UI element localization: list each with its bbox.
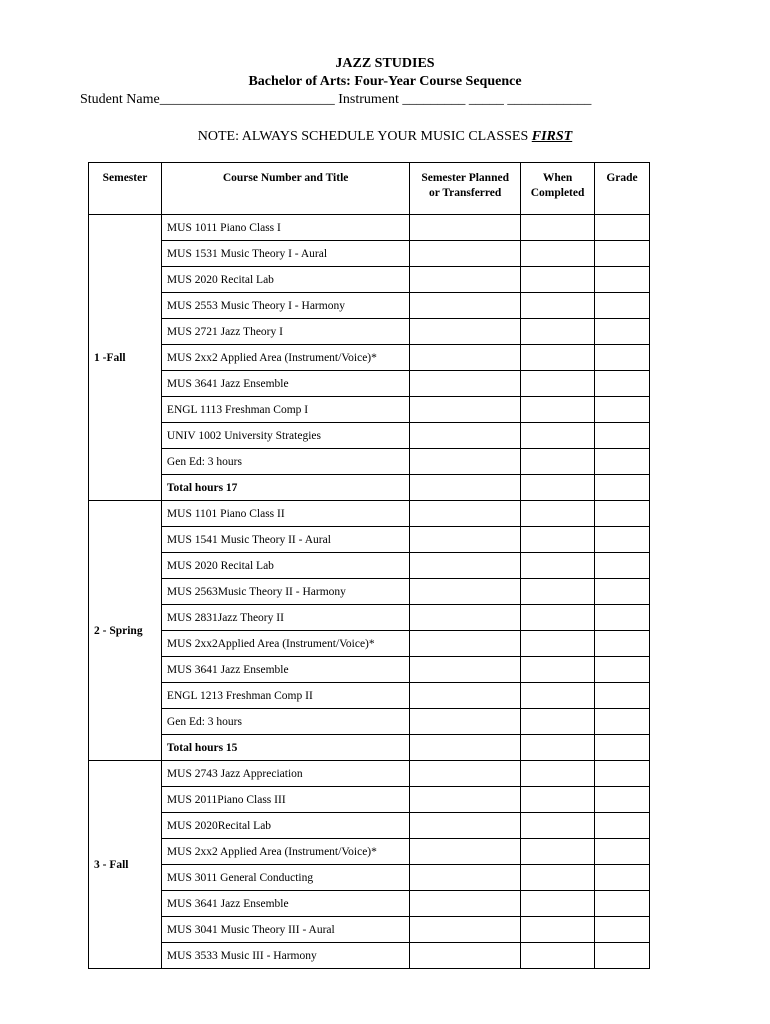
course-cell: MUS 2020 Recital Lab (161, 553, 409, 579)
table-row (89, 527, 650, 553)
when-completed-cell[interactable] (521, 267, 595, 293)
when-completed-cell[interactable] (521, 345, 595, 371)
grade-cell[interactable] (595, 709, 650, 735)
course-sequence-table (88, 162, 650, 969)
grade-cell[interactable] (595, 787, 650, 813)
grade-cell[interactable] (595, 397, 650, 423)
table-row (89, 813, 650, 839)
planned-cell[interactable] (410, 423, 521, 449)
course-cell: MUS 1011 Piano Class I (161, 215, 409, 241)
when-completed-cell[interactable] (521, 241, 595, 267)
course-cell: Gen Ed: 3 hours (161, 709, 409, 735)
when-completed-cell[interactable] (521, 891, 595, 917)
when-completed-cell[interactable] (521, 813, 595, 839)
semester-label: 3 - Fall (94, 858, 129, 871)
course-cell: MUS 2563Music Theory II - Harmony (161, 579, 409, 605)
semester-cell (89, 501, 162, 761)
semester-label: 1 -Fall (94, 351, 126, 364)
grade-cell[interactable] (595, 267, 650, 293)
grade-cell[interactable] (595, 475, 650, 501)
grade-cell[interactable] (595, 215, 650, 241)
planned-cell[interactable] (410, 631, 521, 657)
planned-cell[interactable] (410, 917, 521, 943)
planned-cell[interactable] (410, 527, 521, 553)
grade-cell[interactable] (595, 527, 650, 553)
table-row (89, 891, 650, 917)
grade-cell[interactable] (595, 449, 650, 475)
grade-cell[interactable] (595, 501, 650, 527)
table-row (89, 475, 650, 501)
grade-cell[interactable] (595, 319, 650, 345)
course-cell: MUS 3641 Jazz Ensemble (161, 371, 409, 397)
semester-cell (89, 761, 162, 969)
when-completed-cell[interactable] (521, 579, 595, 605)
course-cell: MUS 2020 Recital Lab (161, 267, 409, 293)
planned-cell[interactable] (410, 865, 521, 891)
planned-cell[interactable] (410, 657, 521, 683)
table-row (89, 657, 650, 683)
table-row (89, 423, 650, 449)
planned-cell[interactable] (410, 683, 521, 709)
course-cell: ENGL 1213 Freshman Comp II (161, 683, 409, 709)
header-grade: Grade (595, 163, 650, 215)
course-cell: MUS 2xx2 Applied Area (Instrument/Voice)* (161, 345, 409, 371)
when-completed-cell[interactable] (521, 527, 595, 553)
table-row (89, 449, 650, 475)
when-completed-cell[interactable] (521, 501, 595, 527)
table-row (89, 865, 650, 891)
grade-cell[interactable] (595, 579, 650, 605)
when-completed-cell[interactable] (521, 449, 595, 475)
table-header-row (89, 163, 650, 215)
table-row (89, 943, 650, 969)
when-completed-cell[interactable] (521, 735, 595, 761)
course-cell: ENGL 1113 Freshman Comp I (161, 397, 409, 423)
course-cell: MUS 2553 Music Theory I - Harmony (161, 293, 409, 319)
course-cell: MUS 2831Jazz Theory II (161, 605, 409, 631)
student-name-instrument-line[interactable]: Student Name_________________________ Instrument _________ _____ ____________ (80, 92, 592, 107)
course-cell: MUS 2721 Jazz Theory I (161, 319, 409, 345)
grade-cell[interactable] (595, 865, 650, 891)
header-planned: Semester Planned or Transferred (410, 163, 521, 215)
title-block (0, 55, 770, 91)
table-row (89, 345, 650, 371)
planned-cell[interactable] (410, 371, 521, 397)
planned-cell[interactable] (410, 215, 521, 241)
when-completed-cell[interactable] (521, 605, 595, 631)
course-cell: MUS 2xx2 Applied Area (Instrument/Voice)* (161, 839, 409, 865)
page-subtitle: Bachelor of Arts: Four-Year Course Sequence (248, 74, 522, 89)
planned-cell[interactable] (410, 553, 521, 579)
grade-cell[interactable] (595, 423, 650, 449)
table-row (89, 839, 650, 865)
grade-cell[interactable] (595, 813, 650, 839)
planned-cell[interactable] (410, 345, 521, 371)
planned-cell[interactable] (410, 267, 521, 293)
planned-cell[interactable] (410, 735, 521, 761)
course-cell: Gen Ed: 3 hours (161, 449, 409, 475)
table-row (89, 267, 650, 293)
when-completed-cell[interactable] (521, 371, 595, 397)
table-row (89, 501, 650, 527)
table-row (89, 761, 650, 787)
planned-cell[interactable] (410, 709, 521, 735)
course-cell: MUS 2xx2Applied Area (Instrument/Voice)* (161, 631, 409, 657)
schedule-note (0, 128, 770, 146)
planned-cell[interactable] (410, 241, 521, 267)
course-cell: MUS 1101 Piano Class II (161, 501, 409, 527)
grade-cell[interactable] (595, 917, 650, 943)
grade-cell[interactable] (595, 735, 650, 761)
table-row (89, 293, 650, 319)
table-row (89, 371, 650, 397)
grade-cell[interactable] (595, 553, 650, 579)
when-completed-cell[interactable] (521, 319, 595, 345)
planned-cell[interactable] (410, 319, 521, 345)
planned-cell[interactable] (410, 813, 521, 839)
table-row (89, 579, 650, 605)
planned-cell[interactable] (410, 787, 521, 813)
course-cell: MUS 1531 Music Theory I - Aural (161, 241, 409, 267)
when-completed-cell[interactable] (521, 787, 595, 813)
table-row (89, 553, 650, 579)
header-when: When Completed (521, 163, 595, 215)
header-semester: Semester (89, 163, 162, 215)
grade-cell[interactable] (595, 631, 650, 657)
course-cell: MUS 3641 Jazz Ensemble (161, 657, 409, 683)
grade-cell[interactable] (595, 891, 650, 917)
when-completed-cell[interactable] (521, 553, 595, 579)
table-row (89, 319, 650, 345)
course-cell: MUS 2020Recital Lab (161, 813, 409, 839)
planned-cell[interactable] (410, 891, 521, 917)
note-text: NOTE: ALWAYS SCHEDULE YOUR MUSIC CLASSES (197, 129, 532, 144)
grade-cell[interactable] (595, 657, 650, 683)
planned-cell[interactable] (410, 293, 521, 319)
planned-cell[interactable] (410, 761, 521, 787)
course-cell: MUS 2743 Jazz Appreciation (161, 761, 409, 787)
grade-cell[interactable] (595, 605, 650, 631)
when-completed-cell[interactable] (521, 397, 595, 423)
when-completed-cell[interactable] (521, 943, 595, 969)
page-title: JAZZ STUDIES (335, 56, 435, 71)
table-row (89, 605, 650, 631)
when-completed-cell[interactable] (521, 631, 595, 657)
planned-cell[interactable] (410, 605, 521, 631)
course-cell: UNIV 1002 University Strategies (161, 423, 409, 449)
when-completed-cell[interactable] (521, 293, 595, 319)
table-row (89, 709, 650, 735)
when-completed-cell[interactable] (521, 423, 595, 449)
course-table-body (89, 215, 650, 969)
when-completed-cell[interactable] (521, 657, 595, 683)
grade-cell[interactable] (595, 345, 650, 371)
table-row (89, 397, 650, 423)
planned-cell[interactable] (410, 449, 521, 475)
when-completed-cell[interactable] (521, 761, 595, 787)
table-row (89, 683, 650, 709)
total-hours-cell: Total hours 15 (161, 735, 409, 761)
planned-cell[interactable] (410, 501, 521, 527)
planned-cell[interactable] (410, 397, 521, 423)
table-row (89, 241, 650, 267)
table-row (89, 787, 650, 813)
planned-cell[interactable] (410, 579, 521, 605)
grade-cell[interactable] (595, 371, 650, 397)
grade-cell[interactable] (595, 683, 650, 709)
course-cell: MUS 3011 General Conducting (161, 865, 409, 891)
grade-cell[interactable] (595, 761, 650, 787)
planned-cell[interactable] (410, 839, 521, 865)
header-course: Course Number and Title (161, 163, 409, 215)
course-cell: MUS 3533 Music III - Harmony (161, 943, 409, 969)
course-cell: MUS 3641 Jazz Ensemble (161, 891, 409, 917)
total-hours-cell: Total hours 17 (161, 475, 409, 501)
table-row (89, 735, 650, 761)
grade-cell[interactable] (595, 241, 650, 267)
semester-label: 2 - Spring (94, 624, 143, 637)
planned-cell[interactable] (410, 943, 521, 969)
when-completed-cell[interactable] (521, 839, 595, 865)
when-completed-cell[interactable] (521, 683, 595, 709)
grade-cell[interactable] (595, 943, 650, 969)
table-row (89, 215, 650, 241)
grade-cell[interactable] (595, 293, 650, 319)
course-cell: MUS 1541 Music Theory II - Aural (161, 527, 409, 553)
planned-cell[interactable] (410, 475, 521, 501)
when-completed-cell[interactable] (521, 865, 595, 891)
when-completed-cell[interactable] (521, 709, 595, 735)
table-row (89, 631, 650, 657)
note-emphasis: FIRST (531, 129, 573, 144)
table-row (89, 917, 650, 943)
course-cell: MUS 2011Piano Class III (161, 787, 409, 813)
course-cell: MUS 3041 Music Theory III - Aural (161, 917, 409, 943)
when-completed-cell[interactable] (521, 475, 595, 501)
semester-cell (89, 215, 162, 501)
grade-cell[interactable] (595, 839, 650, 865)
when-completed-cell[interactable] (521, 917, 595, 943)
when-completed-cell[interactable] (521, 215, 595, 241)
